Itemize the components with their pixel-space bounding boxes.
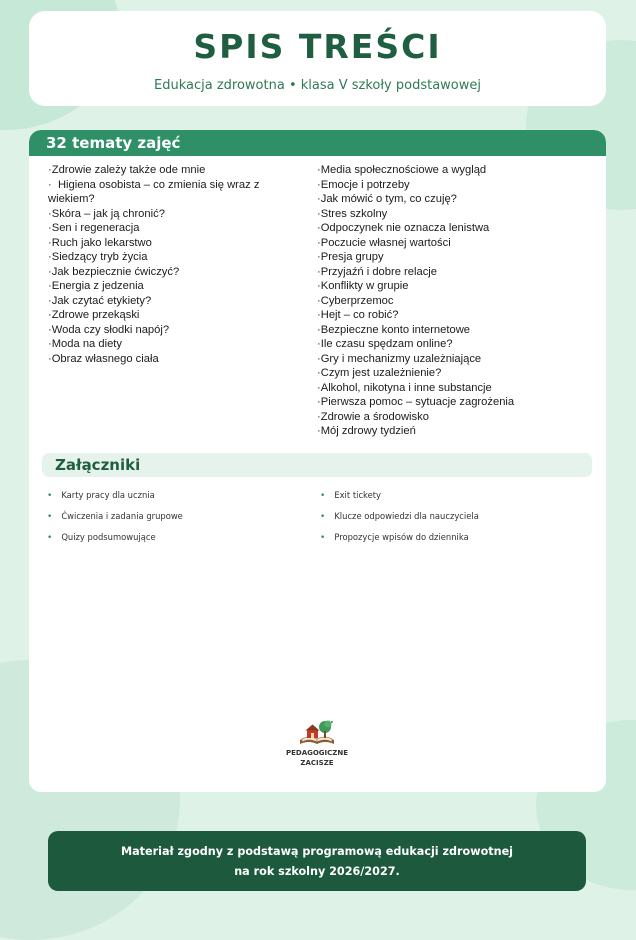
topic-label: Obraz własnego ciała: [51, 352, 159, 365]
page-title: SPIS TREŚCI: [193, 27, 442, 66]
attachment-item: [320, 490, 479, 511]
logo: [267, 718, 367, 768]
logo-text-line2: ZACISZE: [300, 759, 334, 767]
topic-label: Siedzący tryb życia: [51, 251, 148, 263]
topic-item: [48, 221, 303, 236]
topic-item: [317, 265, 572, 280]
topic-item: [48, 294, 303, 309]
topic-item: [317, 236, 572, 251]
topic-label: Mój zdrowy tydzień: [320, 425, 416, 437]
topic-item: [48, 236, 303, 251]
bullet-icon: •: [47, 533, 53, 543]
footer-line2: na rok szkolny 2026/2027.: [234, 865, 400, 878]
attachment-label: Exit tickety: [334, 490, 381, 500]
attachment-label: Quizy podsumowujące: [61, 532, 156, 542]
topic-label: Przyjaźń i dobre relacje: [320, 265, 438, 278]
topics-list-left: [48, 163, 303, 366]
topic-item: [317, 308, 572, 323]
topic-label: Zdrowe przekąski: [51, 309, 140, 321]
topic-item: [317, 395, 572, 410]
bullet-icon: •: [320, 491, 326, 501]
topic-item: [48, 207, 303, 222]
topic-item: [317, 294, 572, 309]
topics-section: [29, 156, 606, 441]
topic-label: Hejt – co robić?: [320, 309, 399, 321]
attachments-list-right: [320, 490, 479, 553]
topic-label: Skóra – jak ją chronić?: [51, 207, 165, 220]
bullet-icon: •: [47, 491, 53, 501]
attachment-item: [320, 511, 479, 532]
topic-item: [317, 163, 572, 178]
topics-list-right: [317, 163, 572, 439]
topic-item: [317, 192, 572, 207]
topic-label: Pierwsza pomoc – sytuacje zagrożenia: [320, 396, 515, 408]
topics-heading: 32 tematy zajęć: [29, 130, 606, 156]
attachments-list-left: [47, 490, 183, 553]
topic-label: Presja grupy: [320, 251, 384, 263]
topic-item: [317, 366, 572, 381]
attachment-item: [320, 532, 479, 553]
attachment-label: Ćwiczenia i zadania grupowe: [61, 511, 183, 521]
topic-label: Odpoczynek nie oznacza lenistwa: [320, 222, 490, 234]
topic-label: Konflikty w grupie: [320, 280, 409, 292]
attachments-heading: Załączniki: [42, 453, 592, 477]
page-subtitle: Edukacja zdrowotna • klasa V szkoły podstawowej: [154, 78, 481, 93]
topic-label: Bezpieczne konto internetowe: [320, 323, 470, 336]
topic-item: [48, 279, 303, 294]
topic-label: Zdrowie a środowisko: [320, 410, 429, 423]
topic-label: Jak bezpiecznie ćwiczyć?: [51, 265, 180, 278]
topic-item: [48, 308, 303, 323]
topic-item: [48, 352, 303, 367]
topic-item: [48, 163, 303, 178]
topic-label: Ruch jako lekarstwo: [51, 236, 152, 249]
topic-label: Moda na diety: [51, 338, 123, 350]
bullet-icon: •: [47, 512, 53, 522]
topic-label: Stres szkolny: [320, 207, 388, 220]
attachment-label: Propozycje wpisów do dziennika: [334, 532, 469, 542]
topic-item: [317, 424, 572, 439]
topic-item: [317, 352, 572, 367]
bullet-icon: •: [320, 512, 326, 522]
topic-item: [317, 207, 572, 222]
topic-label: Higiena osobista – co zmienia się wraz z wiekiem?: [48, 178, 263, 205]
footer-line1: Materiał zgodny z podstawą programową edukacji zdrowotnej: [120, 845, 513, 858]
attachment-label: Karty pracy dla ucznia: [61, 490, 155, 500]
topic-label: Cyberprzemoc: [320, 294, 394, 307]
topic-label: Jak mówić o tym, co czuję?: [320, 193, 457, 205]
topic-item: [48, 337, 303, 352]
topic-item: [317, 337, 572, 352]
topic-item: [48, 323, 303, 338]
topic-item: [317, 410, 572, 425]
book-house-tree-icon: [297, 718, 337, 748]
topic-item: [48, 250, 303, 265]
topic-item: [317, 279, 572, 294]
topic-label: Czym jest uzależnienie?: [320, 367, 442, 379]
topic-label: Media społecznościowe a wygląd: [320, 164, 487, 176]
content-card: [29, 130, 606, 792]
attachment-label: Klucze odpowiedzi dla nauczyciela: [334, 511, 479, 521]
topic-item: [317, 178, 572, 193]
topic-item: [317, 323, 572, 338]
topic-label: Poczucie własnej wartości: [320, 236, 451, 249]
footer-banner: [48, 831, 586, 891]
topic-item: [317, 250, 572, 265]
logo-text-line1: PEDAGOGICZNE: [285, 749, 349, 757]
topic-label: Ile czasu spędzam online?: [320, 338, 453, 350]
topic-item: [317, 221, 572, 236]
topic-label: Jak czytać etykiety?: [51, 294, 152, 307]
topic-label: Gry i mechanizmy uzależniające: [320, 352, 482, 365]
topic-item: [48, 178, 303, 207]
header-card: [29, 11, 606, 106]
topic-label: Woda czy słodki napój?: [51, 323, 170, 336]
topic-label: Alkohol, nikotyna i inne substancje: [320, 381, 492, 394]
bullet-icon: •: [320, 533, 326, 543]
attachment-item: [47, 511, 183, 532]
topic-label: Sen i regeneracja: [51, 222, 140, 234]
topic-label: Energia z jedzenia: [51, 280, 144, 292]
attachment-item: [47, 490, 183, 511]
topic-label: Zdrowie zależy także ode mnie: [51, 164, 206, 176]
topic-item: [48, 265, 303, 280]
topic-item: [317, 381, 572, 396]
attachment-item: [47, 532, 183, 553]
topic-label: Emocje i potrzeby: [320, 178, 410, 191]
